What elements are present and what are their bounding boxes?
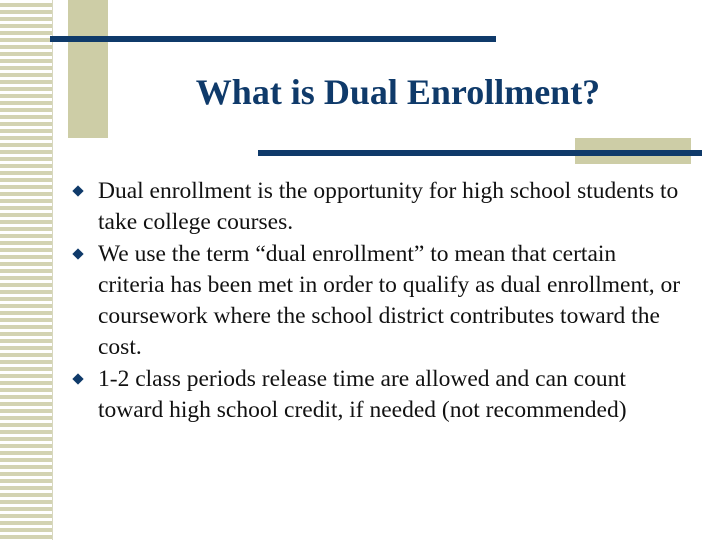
bullet-item [66,239,686,363]
bullet-text: We use the term “dual enrollment” to mean that certain criteria has been met in order to qualify as dual enrollment, or coursework where the school district contributes toward the cost. [98,241,681,360]
diamond-bullet-icon [72,185,83,196]
bullet-list [66,176,686,427]
diamond-bullet-icon [72,248,83,259]
title-rule-top [50,36,496,42]
bullet-text: Dual enrollment is the opportunity for high school students to take college courses. [98,178,679,235]
title-rule-bottom [258,150,702,156]
bullet-item [66,176,686,238]
tan-accent-block-top [68,0,108,138]
bullet-item [66,364,686,426]
diamond-bullet-icon [72,373,83,384]
bullet-text: 1-2 class periods release time are allowed and can count toward high school credit, if needed (not recommended) [98,366,627,423]
slide-title: What is Dual Enrollment? [195,72,601,112]
sidebar-edge-line [52,0,53,540]
striped-sidebar-decoration [0,0,53,540]
